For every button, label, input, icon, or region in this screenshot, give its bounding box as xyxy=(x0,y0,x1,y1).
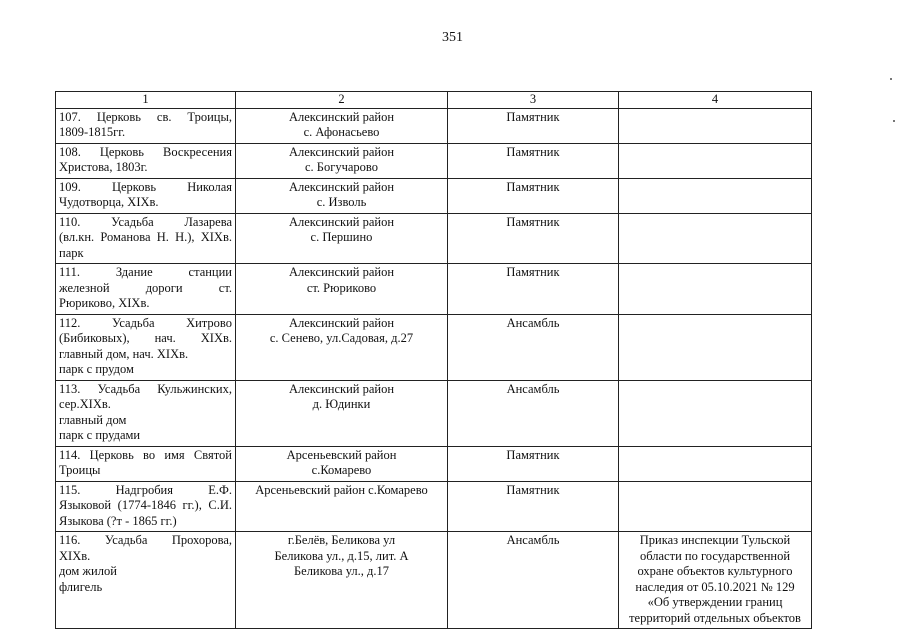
document-cell xyxy=(619,108,812,143)
category-cell: Памятник xyxy=(448,108,619,143)
location-cell xyxy=(236,143,448,178)
location-line: с. Сенево, ул.Садовая, д.27 xyxy=(269,331,414,345)
location-line: г.Белёв, Беликова ул xyxy=(287,533,396,547)
category-cell: Ансамбль xyxy=(448,532,619,629)
document-cell xyxy=(619,380,812,446)
object-name-line: 110. Усадьба Лазарева xyxy=(59,214,232,229)
page-number: 351 xyxy=(442,30,463,45)
document-line: территорий отдельных объектов xyxy=(629,610,801,625)
location-line: Беликова ул., д.15, лит. А xyxy=(274,548,409,563)
location-line: Беликова ул., д.17 xyxy=(293,564,390,578)
scan-speck xyxy=(893,120,895,122)
table-row xyxy=(56,314,812,380)
object-name-line: дом жилой xyxy=(59,564,117,578)
location-cell xyxy=(236,446,448,481)
object-name-line: парк с прудами xyxy=(59,428,141,442)
document-line: Приказ инспекции Тульской xyxy=(639,533,791,547)
object-name-line: сер.XIXв. xyxy=(59,397,111,411)
header-col-2: 2 xyxy=(236,92,448,109)
object-name-line: 1809-1815гг. xyxy=(59,125,126,139)
location-cell xyxy=(236,314,448,380)
object-name-cell xyxy=(56,143,236,178)
document-line: наследия от 05.10.2021 № 129 xyxy=(635,579,795,594)
scan-speck xyxy=(890,78,892,80)
header-col-3: 3 xyxy=(448,92,619,109)
object-name-line: (вл.кн. Романова Н. Н.), XIXв. xyxy=(59,230,232,244)
object-name-cell xyxy=(56,264,236,315)
object-name-line: Языкова (?т - 1865 гг.) xyxy=(59,513,177,528)
location-line: Алексинский район xyxy=(288,265,395,279)
table-row xyxy=(56,143,812,178)
object-name-line: 116. Усадьба Прохорова, xyxy=(59,533,232,547)
document-cell xyxy=(619,314,812,380)
document-cell xyxy=(619,178,812,213)
category-cell: Памятник xyxy=(448,178,619,213)
object-name-line: 107. Церковь св. Троицы, xyxy=(59,109,232,124)
object-name-cell xyxy=(56,108,236,143)
object-name-line: XIXв. xyxy=(59,548,91,563)
object-name-line: парк с прудом xyxy=(59,362,134,376)
location-line: Алексинский район xyxy=(288,315,395,330)
header-col-1: 1 xyxy=(56,92,236,109)
object-name-line: (Бибиковых), нач. XIXв. xyxy=(59,331,232,345)
table-row xyxy=(56,178,812,213)
location-cell xyxy=(236,481,448,532)
object-name-line: Языковой (1774-1846 гг.), С.И. xyxy=(59,498,232,512)
table-row xyxy=(56,264,812,315)
object-name-line: парк xyxy=(59,245,84,260)
location-line: с. Изволь xyxy=(316,195,367,209)
header-row xyxy=(56,92,812,109)
object-name-line: главный дом, нач. XIXв. xyxy=(59,346,189,361)
table-row xyxy=(56,481,812,532)
location-cell xyxy=(236,108,448,143)
document-cell xyxy=(619,532,812,629)
table-row xyxy=(56,380,812,446)
object-name-cell xyxy=(56,314,236,380)
location-line: с. Афонасьево xyxy=(303,125,380,139)
document-line: области по государственной xyxy=(639,548,791,563)
object-name-cell xyxy=(56,380,236,446)
location-cell xyxy=(236,178,448,213)
location-line: Алексинский район xyxy=(288,144,395,159)
object-name-line: Рюриково, XIXв. xyxy=(59,296,150,310)
table-row xyxy=(56,213,812,264)
object-name-line: главный дом xyxy=(59,412,127,427)
heritage-table xyxy=(55,91,812,629)
document-line: охране объектов культурного xyxy=(637,564,793,578)
object-name-line: железной дороги ст. xyxy=(59,280,232,295)
object-name-cell xyxy=(56,481,236,532)
location-line: Алексинский район xyxy=(288,179,395,194)
table-row xyxy=(56,532,812,629)
document-cell xyxy=(619,446,812,481)
table-row xyxy=(56,446,812,481)
location-line: Алексинский район xyxy=(288,214,395,229)
category-cell: Памятник xyxy=(448,446,619,481)
category-cell: Ансамбль xyxy=(448,314,619,380)
object-name-line: флигель xyxy=(59,579,103,594)
object-name-line: Троицы xyxy=(59,463,101,477)
object-name-line: 114. Церковь во имя Святой xyxy=(59,447,232,462)
category-cell: Памятник xyxy=(448,143,619,178)
location-line: с. Богучарово xyxy=(304,160,378,174)
location-cell xyxy=(236,380,448,446)
location-cell xyxy=(236,213,448,264)
location-line: Алексинский район xyxy=(288,381,395,396)
table-row xyxy=(56,108,812,143)
location-line: Арсеньевский район с.Комарево xyxy=(255,482,428,497)
object-name-cell xyxy=(56,178,236,213)
object-name-cell xyxy=(56,532,236,629)
object-name-line: 112. Усадьба Хитрово xyxy=(59,315,232,330)
object-name-line: 109. Церковь Николая xyxy=(59,179,232,194)
location-line: Арсеньевский район xyxy=(286,447,397,462)
category-cell: Памятник xyxy=(448,264,619,315)
location-cell xyxy=(236,532,448,629)
document-cell xyxy=(619,481,812,532)
document-cell xyxy=(619,143,812,178)
object-name-cell xyxy=(56,446,236,481)
object-name-line: Христова, 1803г. xyxy=(59,160,148,174)
location-line: с.Комарево xyxy=(311,463,372,477)
object-name-line: 115. Надгробия Е.Ф. xyxy=(59,482,232,497)
location-cell xyxy=(236,264,448,315)
object-name-line: Чудотворца, XIXв. xyxy=(59,195,159,209)
object-name-line: 113. Усадьба Кульжинских, xyxy=(59,381,232,396)
document-cell xyxy=(619,264,812,315)
document-line: «Об утверждении границ xyxy=(647,595,783,609)
header-col-4: 4 xyxy=(619,92,812,109)
object-name-line: 108. Церковь Воскресения xyxy=(59,144,232,159)
location-line: Алексинский район xyxy=(288,109,395,124)
category-cell: Памятник xyxy=(448,213,619,264)
object-name-line: 111. Здание станции xyxy=(59,265,232,279)
category-cell: Ансамбль xyxy=(448,380,619,446)
category-cell: Памятник xyxy=(448,481,619,532)
location-line: ст. Рюриково xyxy=(306,280,377,295)
location-line: д. Юдинки xyxy=(312,397,371,411)
object-name-cell xyxy=(56,213,236,264)
document-cell xyxy=(619,213,812,264)
location-line: с. Першино xyxy=(310,230,373,244)
